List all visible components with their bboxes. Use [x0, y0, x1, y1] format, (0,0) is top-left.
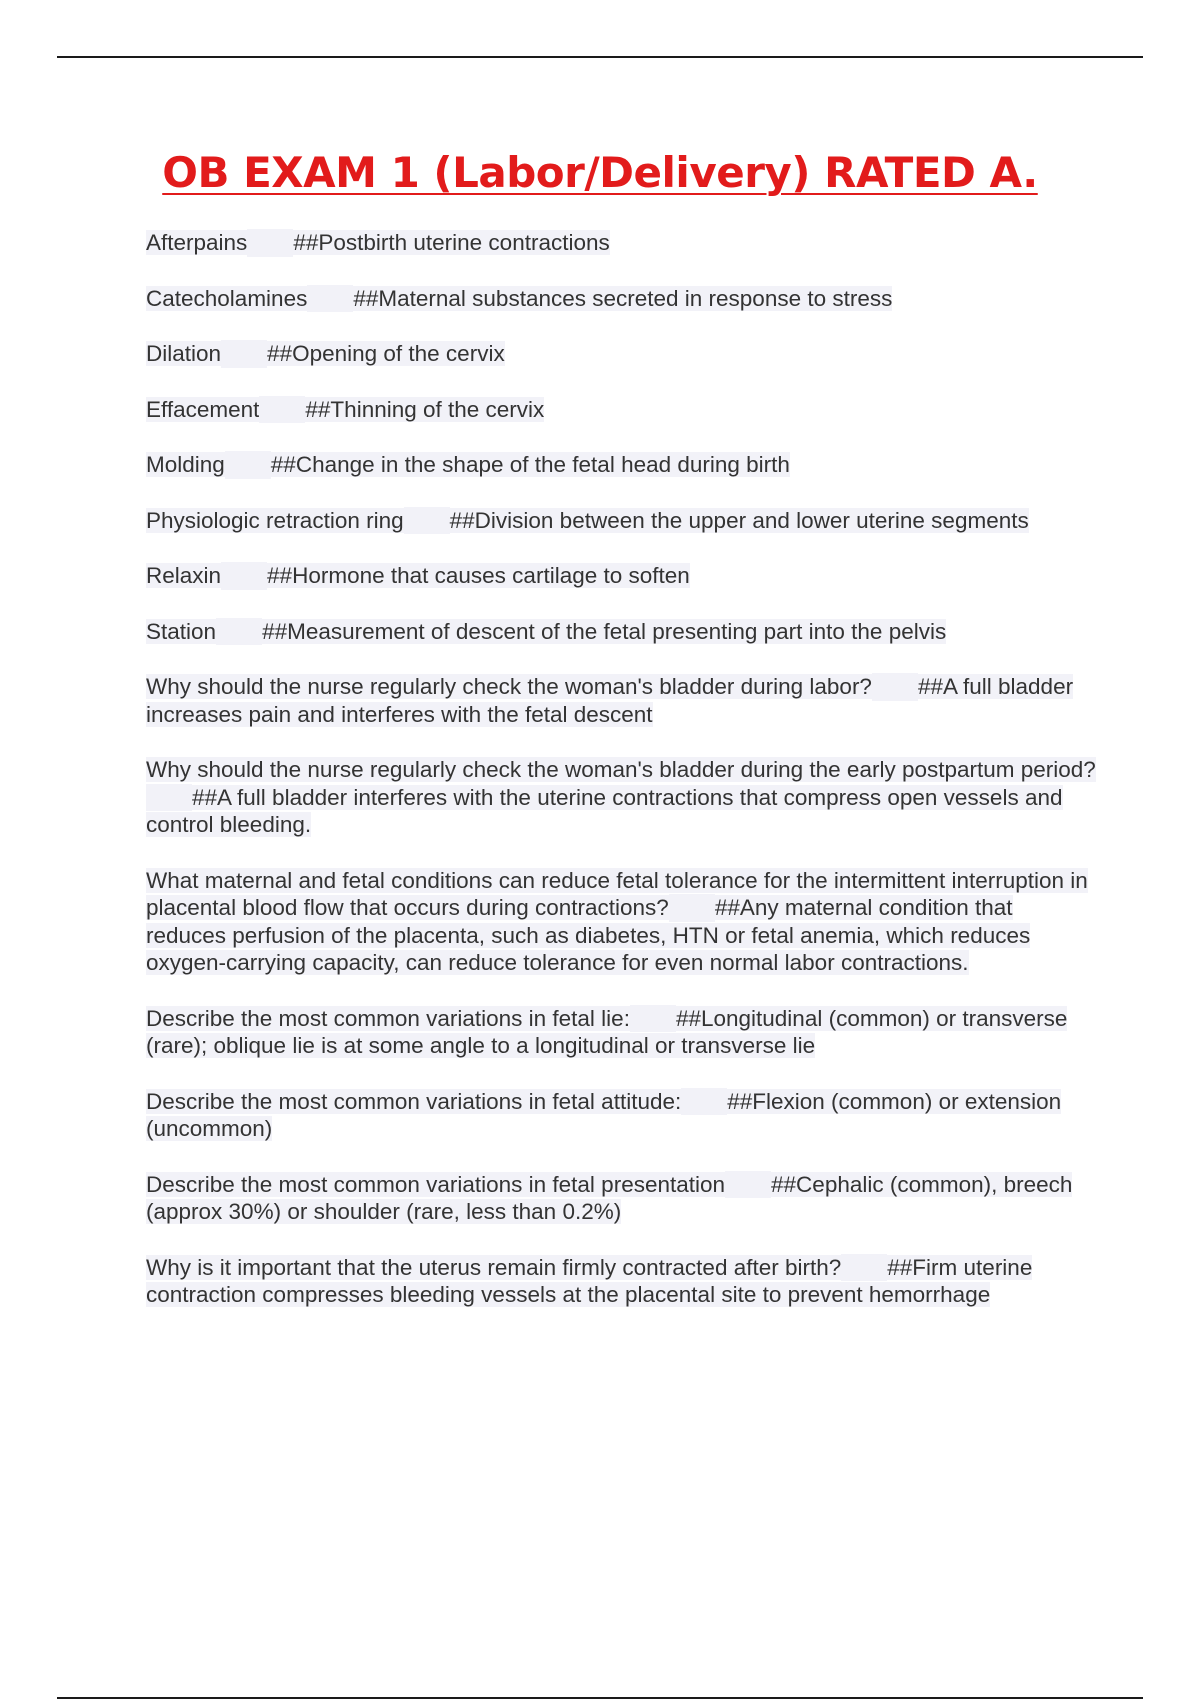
- entry-term: Dilation: [146, 341, 222, 366]
- list-item: [146, 285, 1096, 313]
- entry-term: Why should the nurse regularly check the woman's bladder during the early postpartum period?: [146, 757, 1096, 782]
- entry-term: Describe the most common variations in fetal attitude:: [146, 1088, 682, 1114]
- list-item: [146, 1171, 1096, 1226]
- list-item: [146, 396, 1096, 424]
- entry-definition: ##Change in the shape of the fetal head during birth: [270, 452, 790, 477]
- flashcard-list: [146, 229, 1096, 1337]
- entry-separator: [216, 618, 262, 646]
- entry-definition: ##Hormone that causes cartilage to soften: [267, 563, 690, 588]
- list-item: [146, 867, 1096, 977]
- entry-separator: [146, 784, 192, 812]
- entry-definition: ##A full bladder increases pain and interferes with the fetal descent: [146, 674, 1074, 727]
- entry-term: Why should the nurse regularly check the woman's bladder during labor?: [146, 674, 872, 699]
- entry-definition: ##Division between the upper and lower uterine segments: [449, 507, 1029, 533]
- entry-term: Physiologic retraction ring: [146, 507, 404, 533]
- entry-separator: [841, 1254, 887, 1282]
- entry-separator: [872, 673, 918, 701]
- entry-term: Why is it important that the uterus remain firmly contracted after birth?: [146, 1254, 842, 1280]
- entry-term: Describe the most common variations in fetal presentation: [146, 1171, 726, 1197]
- entry-definition: ##Measurement of descent of the fetal presenting part into the pelvis: [262, 618, 947, 644]
- entry-separator: [307, 285, 353, 313]
- list-item: [146, 618, 1096, 646]
- entry-separator: [221, 562, 267, 590]
- bottom-rule: [57, 1697, 1143, 1699]
- list-item: [146, 1005, 1096, 1060]
- list-item: [146, 507, 1096, 535]
- entry-separator: [221, 340, 267, 368]
- entry-term: Relaxin: [146, 563, 222, 588]
- entry-definition: ##Postbirth uterine contractions: [293, 230, 610, 255]
- entry-definition: ##Firm uterine contraction compresses bleeding vessels at the placental site to prevent hemorrhage: [146, 1254, 1033, 1307]
- list-item: [146, 756, 1096, 839]
- entry-separator: [225, 451, 271, 479]
- entry-term: Effacement: [146, 396, 260, 422]
- entry-term: What maternal and fetal conditions can reduce fetal tolerance for the intermittent interruption in placental blood flow that occurs during contractions?: [146, 867, 1088, 920]
- entry-separator: [404, 507, 450, 535]
- entry-definition: ##Opening of the cervix: [267, 341, 505, 366]
- entry-separator: [669, 894, 715, 922]
- entry-separator: [259, 396, 305, 424]
- list-item: [146, 1088, 1096, 1143]
- entry-separator: [725, 1171, 771, 1199]
- list-item: [146, 562, 1096, 590]
- list-item: [146, 340, 1096, 368]
- page-title: [0, 150, 1200, 196]
- entry-term: Catecholamines: [146, 285, 308, 311]
- entry-term: Molding: [146, 452, 225, 477]
- entry-separator: [681, 1088, 727, 1116]
- page-title-text: OB EXAM 1 (Labor/Delivery) RATED A.: [162, 148, 1038, 197]
- entry-term: Station: [146, 618, 217, 644]
- entry-definition: ##Flexion (common) or extension (uncommon): [146, 1088, 1062, 1141]
- entry-definition: ##Maternal substances secreted in response to stress: [353, 285, 893, 311]
- entry-definition: ##Cephalic (common), breech (approx 30%) or shoulder (rare, less than 0.2%): [146, 1171, 1073, 1224]
- list-item: [146, 229, 1096, 257]
- entry-term: Describe the most common variations in fetal lie:: [146, 1005, 630, 1031]
- list-item: [146, 451, 1096, 479]
- entry-definition: ##Any maternal condition that reduces perfusion of the placenta, such as diabetes, HTN or fetal anemia, which reduces oxygen-carrying capacity, can reduce tolerance for even normal labor contractions.: [146, 895, 1031, 975]
- top-rule: [57, 56, 1143, 58]
- entry-definition: ##Thinning of the cervix: [305, 396, 545, 422]
- list-item: [146, 673, 1096, 728]
- entry-term: Afterpains: [146, 230, 248, 255]
- entry-separator: [630, 1005, 676, 1033]
- entry-definition: ##Longitudinal (common) or transverse (rare); oblique lie is at some angle to a longitudinal or transverse lie: [146, 1005, 1068, 1058]
- list-item: [146, 1254, 1096, 1309]
- entry-definition: ##A full bladder interferes with the uterine contractions that compress open vessels and control bleeding.: [146, 784, 1063, 837]
- entry-separator: [247, 229, 293, 257]
